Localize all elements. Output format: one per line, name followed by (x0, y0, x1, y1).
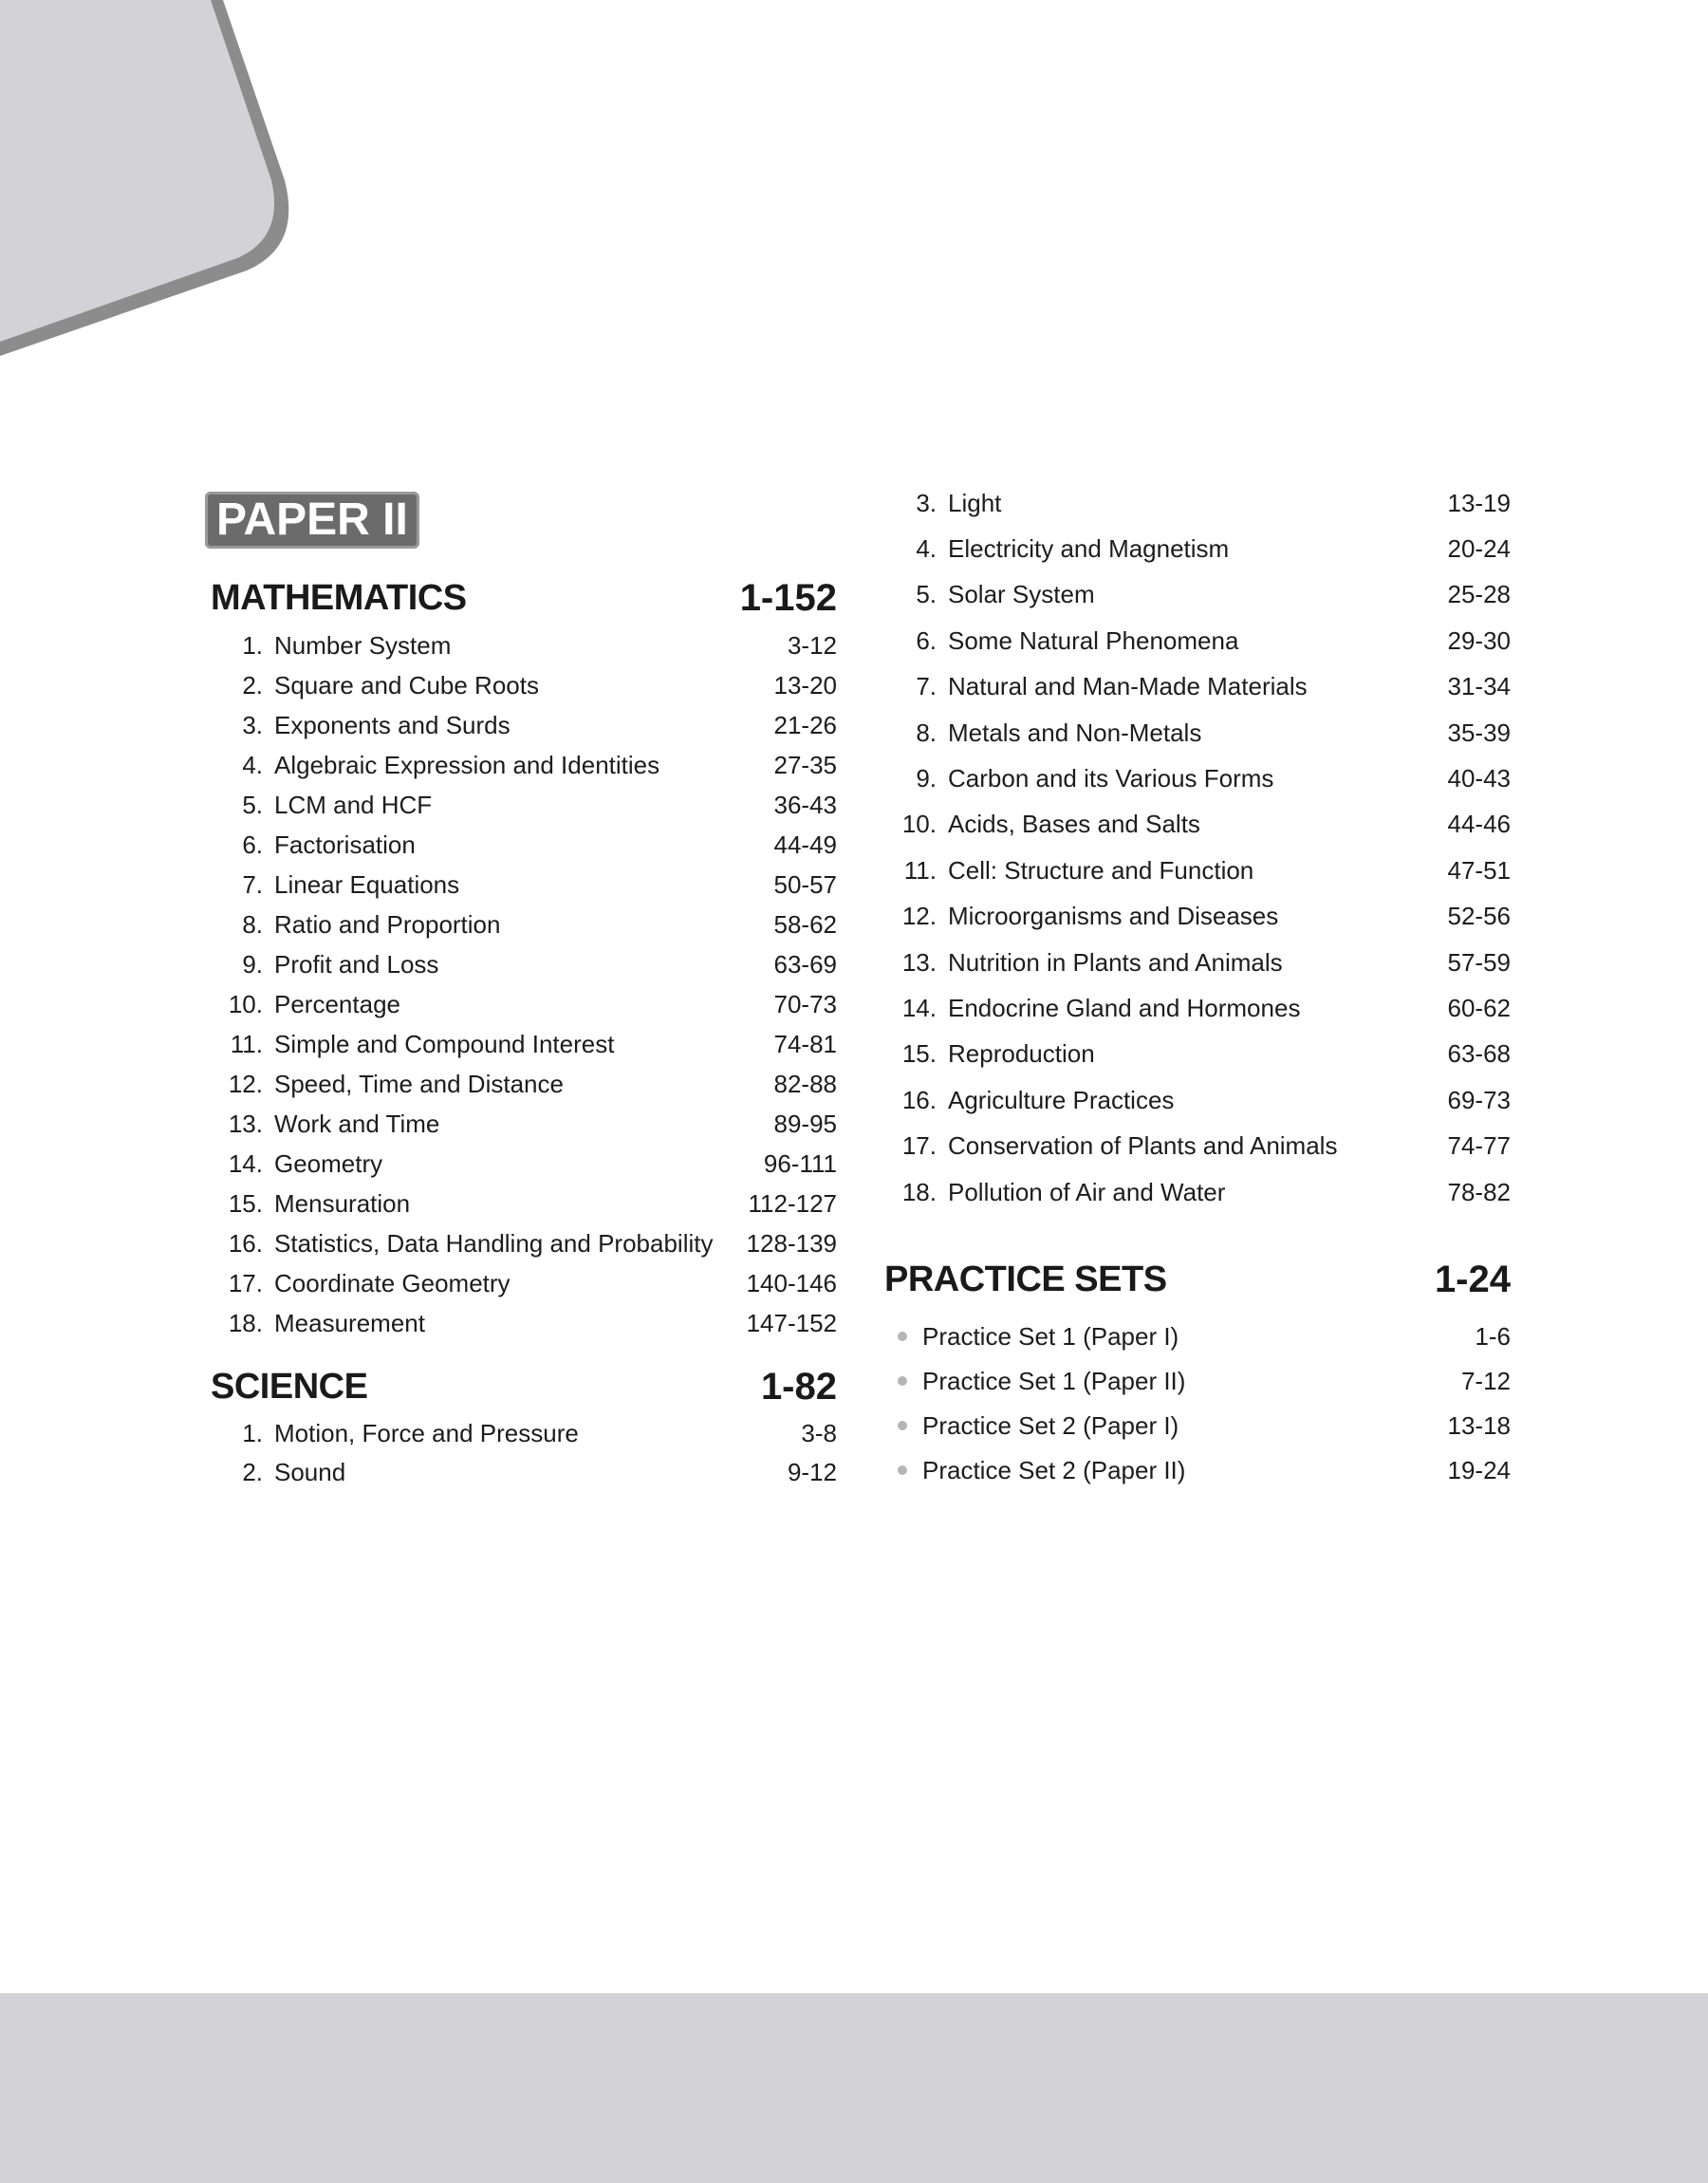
entry-title: Factorisation (274, 830, 416, 859)
toc-entry[interactable] (884, 989, 1511, 1027)
entry-pages: 25-28 (1447, 580, 1511, 609)
toc-entry[interactable] (884, 530, 1511, 568)
entry-title: Microorganisms and Diseases (948, 902, 1279, 931)
toc-entry[interactable] (884, 1036, 1511, 1073)
toc-entry[interactable] (211, 945, 837, 983)
entry-pages: 50-57 (773, 869, 837, 899)
entry-title: Exponents and Surds (274, 710, 511, 739)
entry-title: Geometry (274, 1148, 383, 1178)
practice-header (884, 1256, 1511, 1303)
section-pages: 1-24 (1434, 1258, 1511, 1300)
entry-pages: 9-12 (787, 1457, 837, 1486)
toc-entry[interactable] (884, 1362, 1511, 1400)
entry-title: Carbon and its Various Forms (948, 763, 1274, 793)
entry-pages: 36-43 (773, 790, 837, 819)
entry-title: Measurement (274, 1308, 425, 1337)
entry-pages: 74-77 (1447, 1131, 1511, 1161)
entry-pages: 57-59 (1447, 947, 1511, 977)
entry-pages: 69-73 (1447, 1085, 1511, 1114)
entry-number: 9. (916, 763, 937, 793)
entry-number: 11. (230, 1029, 263, 1058)
entry-number: 10. (228, 989, 263, 1018)
entry-title: Practice Set 2 (Paper II) (922, 1455, 1186, 1484)
entry-pages: 19-24 (1447, 1455, 1511, 1484)
entry-pages: 13-20 (773, 670, 837, 700)
entry-pages: 13-18 (1447, 1410, 1511, 1440)
entry-title: Algebraic Expression and Identities (274, 750, 660, 779)
entry-number: 4. (242, 750, 263, 779)
entry-pages: 20-24 (1447, 533, 1511, 563)
toc-entry[interactable] (211, 1105, 837, 1143)
entry-title: Mensuration (274, 1188, 411, 1218)
toc-entry[interactable] (884, 622, 1511, 660)
entry-pages: 40-43 (1447, 763, 1511, 793)
entry-title: Simple and Compound Interest (274, 1029, 615, 1058)
entry-number: 1. (242, 630, 263, 660)
entry-pages: 140-146 (746, 1268, 837, 1297)
entry-pages: 31-34 (1447, 672, 1511, 701)
entry-number: 3. (242, 710, 263, 739)
entry-number: 15. (228, 1188, 263, 1218)
entry-pages: 63-69 (773, 949, 837, 979)
entry-title: Sound (274, 1457, 346, 1486)
entry-number: 12. (901, 902, 937, 931)
toc-entry[interactable] (211, 1304, 837, 1342)
entry-pages: 89-95 (773, 1109, 837, 1138)
entry-title: Coordinate Geometry (274, 1268, 511, 1297)
entry-pages: 78-82 (1447, 1177, 1511, 1206)
toc-entry[interactable] (884, 851, 1511, 889)
entry-number: 9. (242, 949, 263, 979)
entry-pages: 74-81 (773, 1029, 837, 1058)
toc-entry[interactable] (884, 668, 1511, 706)
entry-number: 1. (242, 1418, 263, 1447)
toc-entry[interactable] (211, 985, 837, 1023)
entry-number: 6. (916, 625, 937, 655)
toc-entry[interactable] (884, 484, 1511, 522)
toc-entry[interactable] (211, 746, 837, 784)
entry-title: Practice Set 1 (Paper II) (922, 1366, 1186, 1395)
entry-pages: 147-152 (746, 1308, 837, 1337)
entry-number: 4. (916, 533, 937, 563)
toc-entry[interactable] (884, 576, 1511, 614)
toc-entry[interactable] (884, 806, 1511, 844)
entry-pages: 21-26 (773, 710, 837, 739)
toc-entry[interactable] (211, 626, 837, 664)
entry-number: 13. (901, 947, 937, 977)
corner-decoration (0, 0, 323, 380)
toc-entry[interactable] (211, 1453, 837, 1491)
toc-entry[interactable] (211, 866, 837, 904)
entry-title: Practice Set 1 (Paper I) (922, 1321, 1179, 1351)
entry-title: Nutrition in Plants and Animals (948, 947, 1283, 977)
entry-title: Agriculture Practices (948, 1085, 1175, 1114)
entry-pages: 47-51 (1447, 855, 1511, 885)
toc-entry[interactable] (211, 1224, 837, 1262)
entry-pages: 96-111 (763, 1148, 837, 1178)
entry-pages: 58-62 (773, 909, 837, 939)
toc-entry[interactable] (211, 666, 837, 704)
entry-pages: 44-49 (773, 830, 837, 859)
toc-entry[interactable] (211, 905, 837, 943)
entry-title: Ratio and Proportion (274, 909, 501, 939)
toc-entry[interactable] (211, 1185, 837, 1222)
toc-entry[interactable] (211, 1025, 837, 1063)
entry-number: 7. (916, 672, 937, 701)
entry-title: Statistics, Data Handling and Probability (274, 1228, 714, 1258)
entry-pages: 3-8 (801, 1418, 837, 1447)
entry-pages: 44-46 (1447, 810, 1511, 839)
entry-number: 5. (242, 790, 263, 819)
entry-title: Number System (274, 630, 452, 660)
toc-entry[interactable] (211, 1264, 837, 1302)
section-title: SCIENCE (211, 1366, 368, 1407)
entry-pages: 1-6 (1475, 1321, 1511, 1351)
toc-entry[interactable] (884, 898, 1511, 936)
science-header (211, 1363, 837, 1410)
toc-entry[interactable] (884, 759, 1511, 797)
entry-number: 3. (916, 488, 937, 517)
entry-number: 7. (242, 869, 263, 899)
entry-pages: 60-62 (1447, 993, 1511, 1022)
entry-number: 8. (916, 718, 937, 747)
entry-title: Reproduction (948, 1039, 1095, 1069)
toc-entry[interactable] (211, 1414, 837, 1452)
entry-number: 17. (901, 1131, 937, 1161)
entry-pages: 70-73 (773, 989, 837, 1018)
entry-number: 17. (228, 1268, 263, 1297)
toc-entry[interactable] (211, 706, 837, 744)
entry-number: 14. (901, 993, 937, 1022)
toc-entry[interactable] (211, 786, 837, 824)
entry-title: LCM and HCF (274, 790, 433, 819)
entry-title: Electricity and Magnetism (948, 533, 1230, 563)
entry-title: Some Natural Phenomena (948, 625, 1239, 655)
entry-title: Motion, Force and Pressure (274, 1418, 579, 1447)
entry-number: 2. (242, 1457, 263, 1486)
entry-title: Square and Cube Roots (274, 670, 539, 700)
entry-pages: 29-30 (1447, 625, 1511, 655)
toc-entry[interactable] (884, 1317, 1511, 1355)
entry-number: 18. (901, 1177, 937, 1206)
entry-pages: 7-12 (1460, 1366, 1511, 1395)
section-title: PRACTICE SETS (884, 1259, 1167, 1299)
entry-title: Endocrine Gland and Hormones (948, 993, 1301, 1022)
toc-entry[interactable] (211, 1065, 837, 1103)
entry-pages: 128-139 (746, 1228, 837, 1258)
bullet-icon (898, 1421, 907, 1430)
toc-entry[interactable] (211, 826, 837, 864)
entry-title: Profit and Loss (274, 949, 439, 979)
entry-pages: 27-35 (773, 750, 837, 779)
entry-number: 13. (228, 1109, 263, 1138)
entry-title: Speed, Time and Distance (274, 1069, 564, 1098)
section-title: MATHEMATICS (211, 577, 467, 618)
entry-pages: 3-12 (787, 630, 837, 660)
bullet-icon (898, 1465, 907, 1475)
entry-number: 18. (228, 1308, 263, 1337)
entry-title: Linear Equations (274, 869, 460, 899)
entry-number: 12. (228, 1069, 263, 1098)
entry-title: Solar System (948, 580, 1095, 609)
entry-number: 6. (242, 830, 263, 859)
entry-number: 14. (228, 1148, 263, 1178)
entry-number: 2. (242, 670, 263, 700)
entry-pages: 13-19 (1447, 488, 1511, 517)
entry-number: 10. (901, 810, 937, 839)
entry-pages: 112-127 (748, 1188, 837, 1218)
entry-title: Percentage (274, 989, 400, 1018)
entry-title: Conservation of Plants and Animals (948, 1131, 1338, 1161)
entry-title: Light (948, 488, 1002, 517)
toc-entry[interactable] (884, 1173, 1511, 1211)
toc-entry[interactable] (884, 1081, 1511, 1119)
entry-title: Metals and Non-Metals (948, 718, 1202, 747)
entry-number: 11. (903, 855, 937, 885)
section-pages: 1-82 (760, 1365, 837, 1408)
mathematics-header (211, 574, 837, 622)
entry-pages: 63-68 (1447, 1039, 1511, 1069)
entry-title: Work and Time (274, 1109, 440, 1138)
entry-number: 16. (901, 1085, 937, 1114)
entry-number: 16. (228, 1228, 263, 1258)
entry-number: 5. (916, 580, 937, 609)
entry-pages: 82-88 (773, 1069, 837, 1098)
toc-entry[interactable] (884, 1451, 1511, 1489)
entry-title: Practice Set 2 (Paper I) (922, 1410, 1179, 1440)
entry-title: Natural and Man-Made Materials (948, 672, 1308, 701)
section-pages: 1-152 (739, 576, 837, 619)
toc-entry[interactable] (884, 1407, 1511, 1445)
entry-title: Acids, Bases and Salts (948, 810, 1200, 839)
entry-title: Pollution of Air and Water (948, 1177, 1226, 1206)
bullet-icon (898, 1332, 907, 1341)
toc-entry[interactable] (211, 1145, 837, 1183)
paper-badge: PAPER II (205, 492, 419, 549)
entry-number: 15. (901, 1039, 937, 1069)
toc-entry[interactable] (884, 943, 1511, 981)
toc-entry[interactable] (884, 1128, 1511, 1166)
entry-pages: 52-56 (1447, 902, 1511, 931)
toc-entry[interactable] (884, 714, 1511, 752)
bullet-icon (898, 1376, 907, 1386)
footer-band (0, 1993, 1708, 2183)
entry-pages: 35-39 (1447, 718, 1511, 747)
entry-title: Cell: Structure and Function (948, 855, 1254, 885)
entry-number: 8. (242, 909, 263, 939)
